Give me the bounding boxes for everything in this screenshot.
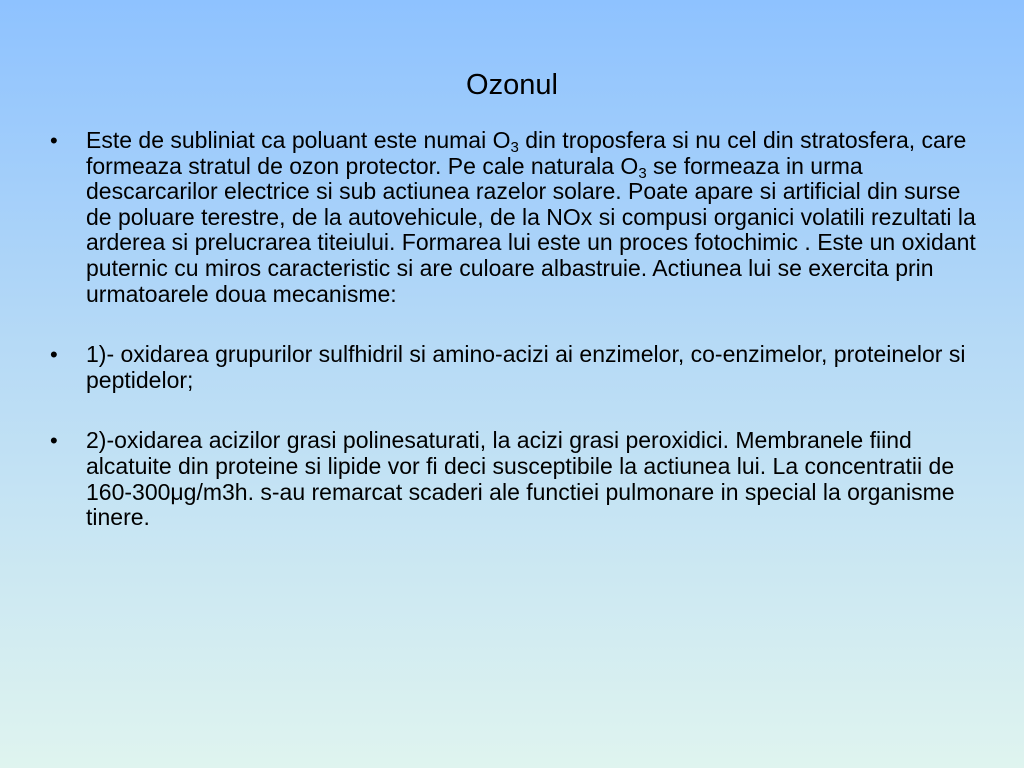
subscript-3: 3 [638,164,647,182]
bullet-text: 2)-oxidarea acizilor grasi polinesaturati, la acizi grasi peroxidici. Membranele fiind alcatuite din proteine si lipide vor fi deci susceptibile la actiunea lui. La concentratii de 160-300μg/m3h. s-au remarcat scaderi ale functiei pulmonare in special la organisme tinere. [86,427,955,531]
bullet-icon: • [50,428,58,454]
bullet-text-part: se formeaza in urma descarcarilor electrice si sub actiunea razelor solare. Poate apare si artificial din surse de poluare terestre, de la autovehicule, de la NOx si compusi organici volatili rezultati la arderea si prelucrarea titeiului. Formarea lui este un proces fotochimic . Este un oxidant puternic cu miros caracteristic si are culoare albastruie. Actiunea lui se exercita prin urmatoarele doua mecanisme: [86,152,976,307]
bullet-icon: • [50,128,58,153]
bullet-list [50,128,980,531]
bullet-icon: • [50,342,58,368]
bullet-text-part: Este de subliniat ca poluant este numai O [86,127,511,153]
bullet-text: 1)- oxidarea grupurilor sulfhidril si amino-acizi ai enzimelor, co-enzimelor, proteinelor si peptidelor; [86,341,966,393]
slide-title: Ozonul [466,69,558,101]
bullet-item-1 [50,128,980,307]
bullet-item-2 [50,342,980,393]
bullet-item-3 [50,428,980,530]
bullet-text-part: din troposfera si nu cel din stratosfera, care formeaza stratul de ozon protector. Pe cale naturala O [86,127,967,179]
subscript-3: 3 [510,139,519,156]
